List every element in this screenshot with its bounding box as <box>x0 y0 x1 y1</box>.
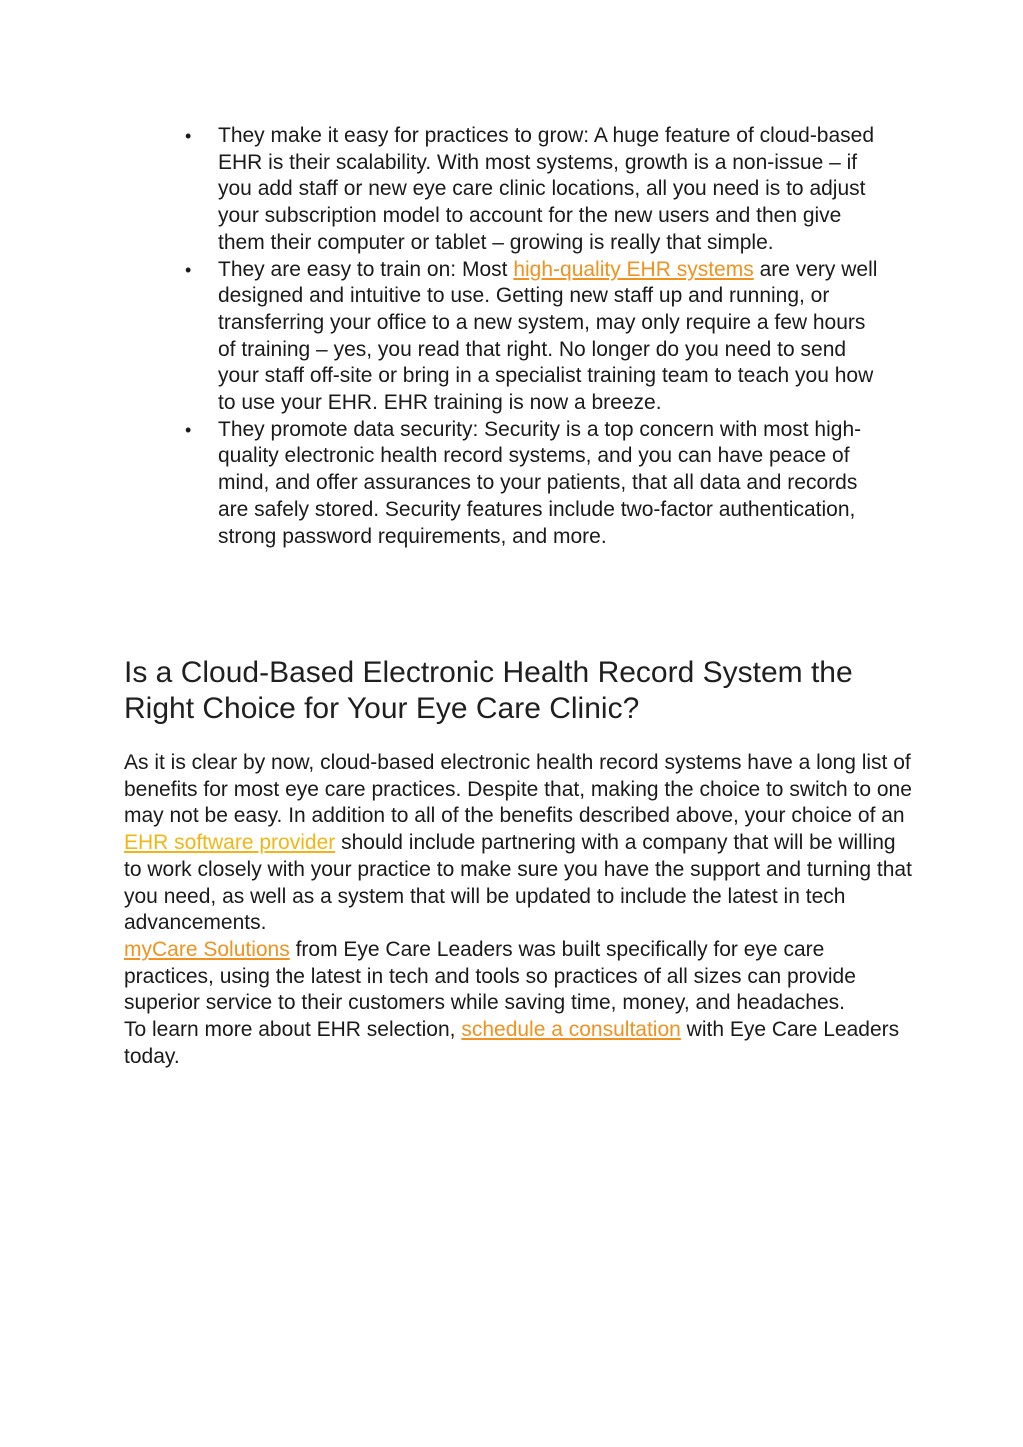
list-item-training <box>185 257 885 417</box>
section-body <box>124 750 914 1070</box>
list-item-text: They promote data security: Security is a top concern with most high-quality electronic health record systems, and you can have peace of mind, and offer assurances to your patients, that all data and records are safely stored. Security features include two-factor authentication, strong password requirements, and more. <box>218 417 862 548</box>
paragraph-text-after: should include partnering with a company that will be willing to work closely with your practice to make sure you have the support and turning that you need, as well as a system that will be updated to include the latest in tech advancements. <box>124 831 912 935</box>
bullet-icon: • <box>185 126 192 146</box>
paragraph-text-before: As it is clear by now, cloud-based electronic health record systems have a long list of benefits for most eye care practices. Despite that, making the choice to switch to one may not be easy. In addition to all of the benefits described above, your choice of an <box>124 751 912 828</box>
section-heading: Is a Cloud-Based Electronic Health Record System the Right Choice for Your Eye Care Clinic? <box>124 656 853 725</box>
list-item-security <box>185 417 885 551</box>
mycare-solutions-link[interactable]: myCare Solutions <box>124 937 290 961</box>
list-item-text-after: are very well designed and intuitive to use. Getting new staff up and running, or transferring your office to a new system, may only require a few hours of training – yes, you read that right. No longer do you need to send your staff off-site or bring in a specialist training team to teach you how to use your EHR. EHR training is now a breeze. <box>218 257 878 415</box>
paragraph-text-after: with Eye Care Leaders today. <box>124 1018 900 1068</box>
list-item-text: They make it easy for practices to grow: A huge feature of cloud-based EHR is their scalability. With most systems, growth is a non-issue – if you add staff or new eye care clinic locations, all you need is to adjust your subscription model to account for the new users and then give them their computer or tablet – growing is really that simple. <box>218 124 875 254</box>
bullet-icon: • <box>185 419 192 440</box>
bullet-icon: • <box>185 259 192 280</box>
list-item-text-before: They are easy to train on: Most <box>218 257 514 281</box>
paragraph-text-before: To learn more about EHR selection, <box>124 1018 462 1042</box>
paragraph-text-after: from Eye Care Leaders was built specifically for eye care practices, using the latest in tech and tools so practices of all sizes can provide superior service to their customers while saving time, money, and headaches. <box>124 937 856 1015</box>
list-item-scalability <box>185 123 885 257</box>
ehr-software-provider-link[interactable]: EHR software provider <box>124 831 336 855</box>
benefits-list <box>185 123 885 550</box>
paragraph-mycare <box>124 937 914 1017</box>
paragraph-benefits <box>124 750 914 937</box>
schedule-consultation-link[interactable]: schedule a consultation <box>461 1018 681 1042</box>
high-quality-ehr-systems-link[interactable]: high-quality EHR systems <box>513 257 754 281</box>
paragraph-consultation <box>124 1017 914 1070</box>
